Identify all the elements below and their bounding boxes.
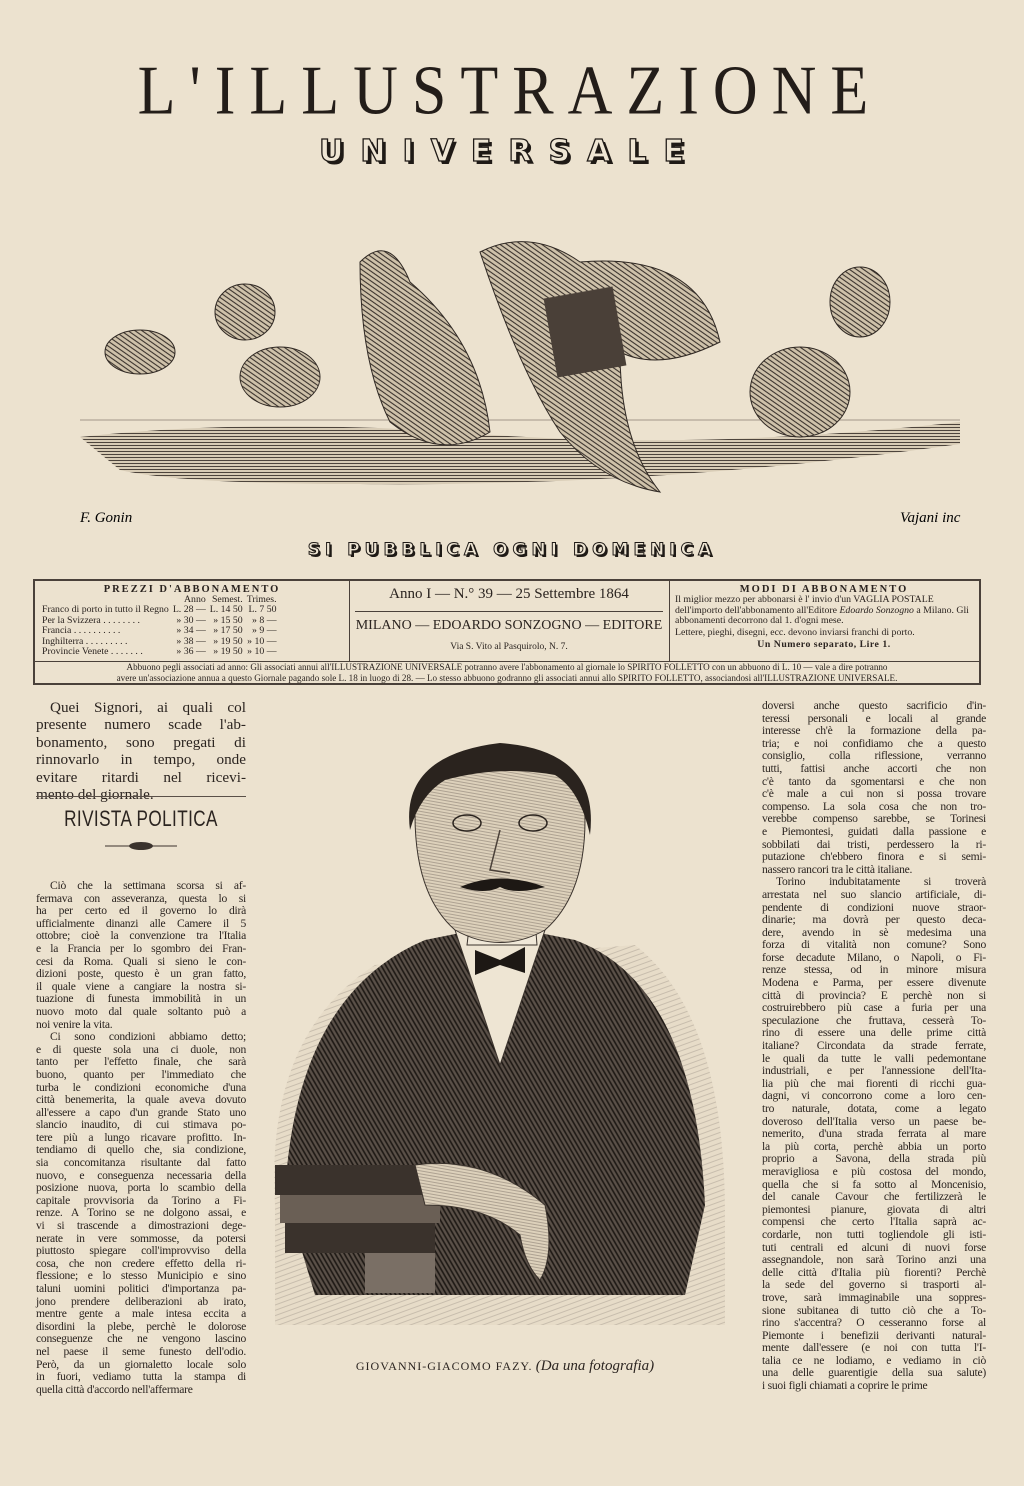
price-cell-place: Provincie Venete . . . . . . . [42,646,143,658]
text-line: vi si trascende a dimostrazioni dege- [36,1219,246,1233]
text-line: arrestata nel suo slancio artificiale, di- [762,887,986,901]
masthead-illustration [60,222,980,542]
text-line: forza di vitalità non comune? Sono [762,938,986,952]
text-line: rinnovarlo in tempo, onde [36,751,246,769]
text-line: nuovo, e conseguenza necessaria della [36,1168,246,1182]
portfolio [544,287,627,378]
text-line: flessione; e lo stesso Municipio e sino [36,1269,246,1283]
text-line: dagni, vi concorrono come a loro cen- [762,1089,986,1103]
engraver-signature-right: Vajani inc [900,510,961,526]
publisher-line: MILANO — EDOARDO SONZOGNO — EDITORE [355,618,663,633]
text-line: italiane? Circondata da strade ferrate, [762,1039,986,1053]
article-right-column [762,700,986,1393]
text-line: evitare ritardi nel ricevi- [36,768,246,786]
caption-name: GIOVANNI-GIACOMO FAZY. [355,1359,533,1373]
single-copy-price: Un Numero separato, Lire 1. [757,639,891,651]
text-line: sia concomitanza risultante dal fatto [36,1156,246,1170]
text-line: mente dall'essere (e noi con tutta l'I- [762,1341,986,1355]
prices-header-row: Anno Semest. Trimes. [183,594,277,605]
text-line: i suoi figli chiamati a coprire le prime [762,1379,928,1393]
caption-source: (Da una fotografia) [535,1358,655,1374]
text-line: in fuori, vediamo tutta la stampa di [36,1370,246,1384]
text-line: tendiamo di quello che, sia condizione, [36,1143,246,1157]
text-line: jono prendere deliberazioni ab irato, [36,1294,246,1308]
text-line: quella che si fa sotto al Moncenisio, [762,1177,986,1191]
publication-frequency: SI PUBBLICA OGNI DOMENICA [307,540,717,560]
renewal-notice [36,699,246,803]
price-cell-trimes: » 9 — [252,625,277,637]
publisher-address: Via S. Vito al Pasquirolo, N. 7. [450,642,568,652]
text-line: c'è tanto da sgomentarsi e che non [762,774,986,788]
methods-heading: MODI DI ABBONAMENTO [739,584,909,595]
text-line: del canale Cavour che fertilizzerà le [762,1190,986,1204]
issue-panel [349,581,670,661]
paragraph [36,1031,246,1396]
text-line: Quei Signori, ai quali col [50,699,246,716]
text-line: consiglio, colla riflessione, verranno [762,749,986,763]
methods-panel [669,581,979,661]
masthead-title: L'ILLUSTRAZIONE [137,53,883,130]
price-cell-place: Per la Svizzera . . . . . . . . [42,614,140,626]
text-line: sobbilati dai tristi, perdessero la ri- [762,837,986,851]
methods-postage-note: Lettere, pieghi, disegni, ecc. devono inviarsi franchi di porto. [675,626,915,638]
text-line: tuazione di funesta immobilità in un [36,992,246,1006]
prices-table [40,595,279,657]
price-cell-place: Inghilterra . . . . . . . . . [42,635,128,647]
price-cell-semest: » 19 50 [213,646,243,658]
price-cell-semest: L. 14 50 [209,604,243,616]
text-line: proprio a Savona, della strada più [762,1152,986,1166]
text-line: piuttosto spiegare coll'improvviso della [36,1244,246,1258]
text-line: Però, da un giornaletto locale solo [36,1357,246,1371]
text-line: piemontesi pianure, giovata di altri [762,1202,986,1216]
text-line: lia più che mai fiorenti di ricchi gua- [762,1076,986,1090]
text-line: speculazione che fruttava, cesserà To- [762,1013,986,1027]
text-line: taluni uomini politici d'importanza pa- [36,1282,246,1295]
text-line: tanto per l'effetto finale, che sarà [36,1055,246,1069]
price-cell-anno: » 34 — [176,625,206,637]
text-line: quella città d'accordo nell'affermare [36,1382,193,1396]
text-line: c'è male a cui non si possa trovare [762,787,986,801]
text-line: turba le condizioni economiche d'una [36,1080,246,1094]
text-line: dinarie; ma dovrà per questo deca- [762,913,986,927]
text-line: capitale provvisoria da Torino a Fi- [36,1193,246,1207]
text-line: rino s'accentra? O cesseranno forse al [762,1316,986,1330]
text-line: putazione ch'ebbero finora e si semi- [762,850,986,864]
price-cell-anno: L. 28 — [172,604,206,616]
text-line: trove, sarà immaginabile una soppres- [762,1290,986,1304]
text-line: sione subitanea di tutto ciò che a To- [762,1303,986,1317]
issue-number-date: Anno I — N.° 39 — 25 Settembre 1864 [389,586,629,602]
text-line: slancio inaudito, di cui stimava po- [36,1118,246,1132]
price-cell-semest: » 19 50 [213,635,243,647]
text-line: città benemerita, la quale aveva dovuto [36,1093,246,1107]
text-line: tuti centrali ed alcuni di nuovi forse [762,1240,986,1254]
text-line: tro naturale, dotata, come a legato [762,1102,986,1115]
text-line: cordarle, non tutti togliendole gli isti- [762,1227,986,1241]
price-cell-semest: » 15 50 [213,614,243,626]
text-line: conseguenze che ne vengono lascino [36,1332,246,1346]
text-line: forse decadute Milano, o Napoli, o Fi- [762,950,986,964]
text-line: cosa, che non credere effetto della ri- [36,1256,246,1270]
text-line: meravigliosa e più costosa del mondo, [762,1164,986,1178]
text-line: talia ce ne lodiamo, e vediamo in ciò [762,1353,986,1367]
text-line: buono, quanto per l'immediato che [36,1067,246,1081]
text-line: disordini la plebe, perchè le dolorose [36,1319,246,1333]
text-line: una delle guarentigie della sua salute) [762,1366,986,1380]
divider [36,796,246,797]
text-line: rino di essere una delle prime città [762,1026,986,1040]
paragraph [762,700,986,876]
prices-panel [35,581,350,661]
text-line: teressi personali e locali al grande [762,711,986,725]
text-line: renze. A Torino se ne dolgono assai, e [36,1206,246,1220]
text-line: nerate in vere sommosse, da potersi [36,1231,246,1245]
price-cell-anno: » 36 — [176,646,206,658]
text-line: costruirebbero più case a furia per una [762,1001,986,1015]
masthead-subtitle: UNIVERSALE [319,134,701,169]
price-cell-anno: » 30 — [176,614,206,626]
text-line: ufficialmente dinanzi alle Camere il 5 [36,916,246,930]
text-line: interesse ch'è la formazione della pa- [762,724,986,738]
text-line: doversi anche questo sacrificio d'in- [762,699,986,712]
ornament-divider [105,840,177,852]
text-line: tere più a lungo ricavare profitto. In- [36,1130,246,1144]
text-line: all'essere a capo d'un grande Stato uno [36,1105,246,1119]
text-line: mento del giornale. [36,785,154,803]
text-line: il quale viene a cangiare la nostra si- [36,979,246,993]
paragraph [762,876,986,1392]
text-line: e la Francia per lo sgombro dei Fran- [36,941,246,955]
price-cell-trimes: » 10 — [247,635,277,647]
text-line: assegnandole, non sarà Torino anzi una [762,1253,986,1267]
section-heading: RIVISTA POLITICA [64,806,218,831]
text-line: le quali da tutte le valli pedemontane [762,1051,986,1065]
price-cell-anno: » 38 — [176,635,206,647]
text-line: Piemonte i benefizii derivanti natural- [762,1328,986,1342]
text-line: noi venire la vita. [36,1017,113,1031]
text-line: verebbe compenso sarebbe, se Torinesi [762,812,986,826]
text-line: dere, avendo in sè medesima una [762,925,986,939]
text-line: fermava con asseveranza, questa lo si [36,891,246,905]
price-cell-place: Franco di porto in tutto il Regno [42,604,169,616]
price-cell-trimes: » 8 — [252,614,277,626]
text-line: bonamento, sono pregati di [36,733,246,751]
price-cell-trimes: L. 7 50 [248,604,277,616]
text-line: ha per certo ed il governo lo dirà [36,904,246,918]
text-line: industriali, e per l'annessione dell'Ita- [762,1064,986,1078]
text-line: Modena e Parma, per essere divenute [762,976,986,990]
text-line: Torino indubitatamente si troverà [776,875,986,889]
price-cell-place: Francia . . . . . . . . . . [42,625,121,637]
text-line: nel paese il seme funesto dell'odio. [36,1344,246,1358]
text-line: posizione nuova, porta lo scambio della [36,1181,246,1195]
paragraph [36,880,246,1031]
portrait-caption [340,1358,670,1375]
text-line: Ciò che la settimana scorsa si af- [50,879,246,892]
portrait-engraving [255,735,745,1345]
price-cell-semest: » 17 50 [213,625,243,637]
text-line: ottobre; cioè la convenzione tra l'Italia [36,929,246,943]
discount-notice: Abbuono pegli associati ad anno: Gli associati annui all'ILLUSTRAZIONE UNIVERSALE potranno avere l'abbonamento al giornale lo SPIRITO FOLLETTO con un abbuono di L. 10 — vale a dire potranno avere un'associazione annua a questo Giornale pagando sole L. 18 in luogo di 28. — Lo stesso abbuono godranno gli associati annui allo SPIRITO FOLLETTO, associandosi all'ILLUSTRAZIONE UNIVERSALE. [35,661,979,685]
price-row [40,647,279,657]
text-line: delle città d'Italia più fiorenti? Perchè [762,1265,986,1279]
text-line: e di queste sola una ci duole, non [36,1042,246,1056]
prices-heading: PREZZI D'ABBONAMENTO [103,584,281,595]
text-line: la più corta, perchè abbia un porto [762,1139,986,1153]
subscription-box [33,579,981,685]
methods-text: Il miglior mezzo per abbonarsi è l' invio d'un VAGLIA POSTALE dell'importo dell'abbonamento all'Editore Edoardo Sonzogno a Milano. Gli abbonamenti decorrono dal 1. d'ogni mese. [675,594,969,627]
text-line: città di provincia? E perchè non si [762,988,986,1002]
text-line: e Piemontesi, guidati dalla passione e [762,824,986,838]
text-line: compensi che certo l'Italia saprà ac- [762,1215,986,1229]
text-line: nassero rancori tra le città italiane. [762,862,913,876]
text-line: nemerito, d'una strada ferrata al mare [762,1127,986,1141]
text-line: la sede del governo si trasporti al- [762,1278,986,1292]
text-line: Ci sono condizioni abbiamo detto; [50,1030,246,1044]
text-line: cesi da Roma. Quali si sieno le con- [36,954,246,968]
text-line: dizioni poste, questo è un gran fatto, [36,967,246,981]
text-line: doveroso dell'Italia verso un paese be- [762,1114,986,1128]
ground-hatching [80,422,960,484]
text-line: mentre gente a male intesa eccita a [36,1307,246,1321]
price-cell-trimes: » 10 — [247,646,277,658]
artist-signature-left: F. Gonin [80,510,133,526]
text-line: pendente di condizioni nuove straor- [762,900,986,914]
text-line: tutti, fattisi anche accorti che non [762,761,986,775]
text-line: compenso. La sola cosa che non tro- [762,799,986,813]
text-line: nuovo moto dal quale soltanto può a [36,1004,246,1018]
text-line: renze stessa, od in minore misura [762,963,986,977]
article-left-column [36,880,246,1396]
text-line: presente numero scade l'ab- [36,716,246,734]
text-line: tria; e noi confidiamo che a questo [762,736,986,750]
